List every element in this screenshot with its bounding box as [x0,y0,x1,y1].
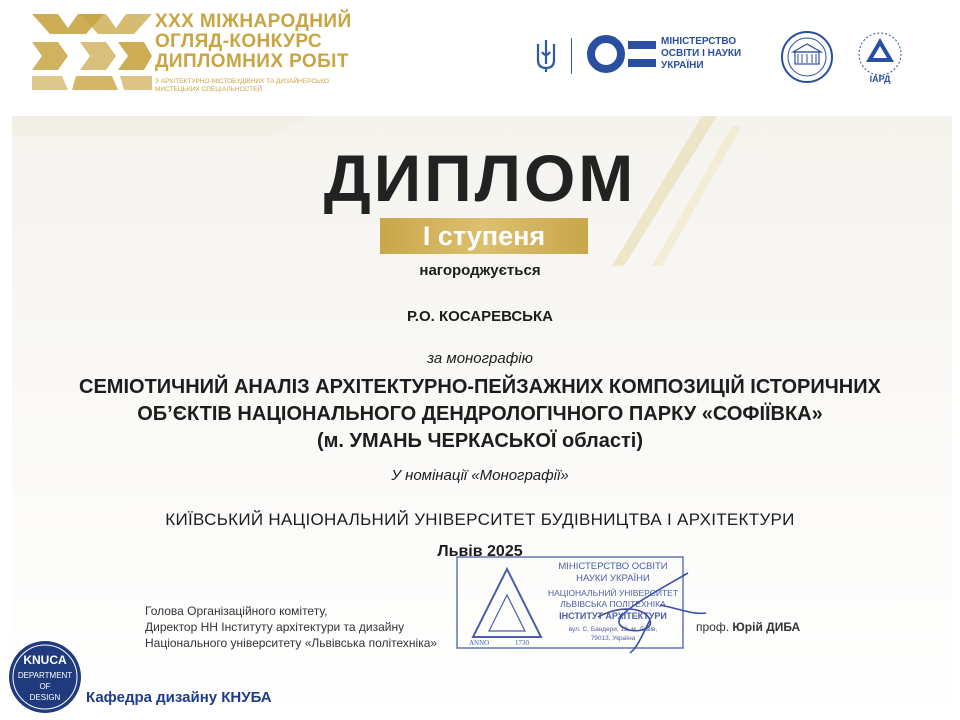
diploma-title: ДИПЛОМ [323,141,637,215]
lviv-polytechnic-seal-icon [780,30,834,84]
ministry-name-line: ОСВІТИ І НАУКИ [661,48,742,59]
signer-title-line: Директор НН Інституту архітектури та дизайну [145,620,405,634]
awarded-text: нагороджується [419,262,541,279]
city-year: Львів 2025 [437,543,523,560]
signer-prefix: проф. [696,620,730,634]
signer-fullname: Юрій ДИБА [732,620,801,634]
contest-title-line: XXX МІЖНАРОДНИЙ [155,11,352,32]
nomination-text: У номінації «Монографії» [391,467,569,484]
for-work-text: за монографію [427,350,533,367]
degree-label: І ступеня [422,221,546,251]
work-title-line: ОБ’ЄКТІВ НАЦІОНАЛЬНОГО ДЕНДРОЛОГІЧНОГО ПАРКУ «СОФІЇВКА» [137,403,823,425]
badge-line: KNUCA [23,653,67,667]
ministry-name [661,36,741,72]
handwritten-signature [590,565,710,655]
contest-subtitle: З АРХІТЕКТУРНО-МІСТОБУДІВНИХ ТА ДИЗАЙНЕРСЬКО МИСТЕЦЬКИХ СПЕЦІАЛЬНОСТЕЙ [155,78,330,93]
stamp-line: ІНСТИТУТ АРХІТЕКТУРИ [559,611,667,621]
header-divider [571,38,572,74]
signer-title-line: Голова Організаційного комітету, [145,604,328,618]
stamp-line: НАЦІОНАЛЬНИЙ УНІВЕРСИТЕТ [547,588,679,598]
recipient-name: Р.О. КОСАРЕВСЬКА [407,308,553,325]
contest-title-line: ДИПЛОМНИХ РОБІТ [155,51,349,72]
stamp-year-left: ANNO [469,639,490,647]
signer-name [696,620,800,634]
iard-label: ІАРД [869,74,891,84]
work-title-line: СЕМІОТИЧНИЙ АНАЛІЗ АРХІТЕКТУРНО-ПЕЙЗАЖНИХ КОМПОЗИЦІЙ ІСТОРИЧНИХ [79,376,881,398]
university-name: КИЇВСЬКИЙ НАЦІОНАЛЬНИЙ УНІВЕРСИТЕТ БУДІВНИЦТВА І АРХІТЕКТУРИ [165,510,795,529]
contest-title [155,12,365,72]
stamp-line: НАУКИ УКРАЇНИ [576,573,650,584]
knuca-department-badge [8,640,82,714]
trident-emblem-icon [534,38,558,74]
stamp-year-right: 1730 [515,639,529,647]
stamp-line: вул. С. Бандери, 12, м. Львів, [568,626,658,633]
badge-line: OF [39,682,51,691]
iard-logo-icon [850,30,910,84]
ministry-name-line: МІНІСТЕРСТВО [661,36,737,47]
stamp-line: МІНІСТЕРСТВО ОСВІТИ [558,561,668,572]
badge-line: DESIGN [29,693,61,702]
badge-line: DEPARTMENT [17,671,73,680]
contest-logo-xxx [32,14,152,90]
ministry-logo-icon [586,34,658,74]
ministry-name-line: УКРАЇНИ [661,60,704,71]
stamp-line: 79013, Україна [590,635,636,642]
stamp-line: ЛЬВІВСЬКА ПОЛІТЕХНІКА [560,599,666,609]
contest-title-line: ОГЛЯД-КОНКУРС [155,31,323,52]
work-title [40,374,920,455]
department-caption: Кафедра дизайну КНУБА [86,689,272,706]
signer-title-line: Національного університету «Львівська політехніка» [145,636,438,650]
work-title-line: (м. УМАНЬ ЧЕРКАСЬКОЇ області) [316,430,644,452]
